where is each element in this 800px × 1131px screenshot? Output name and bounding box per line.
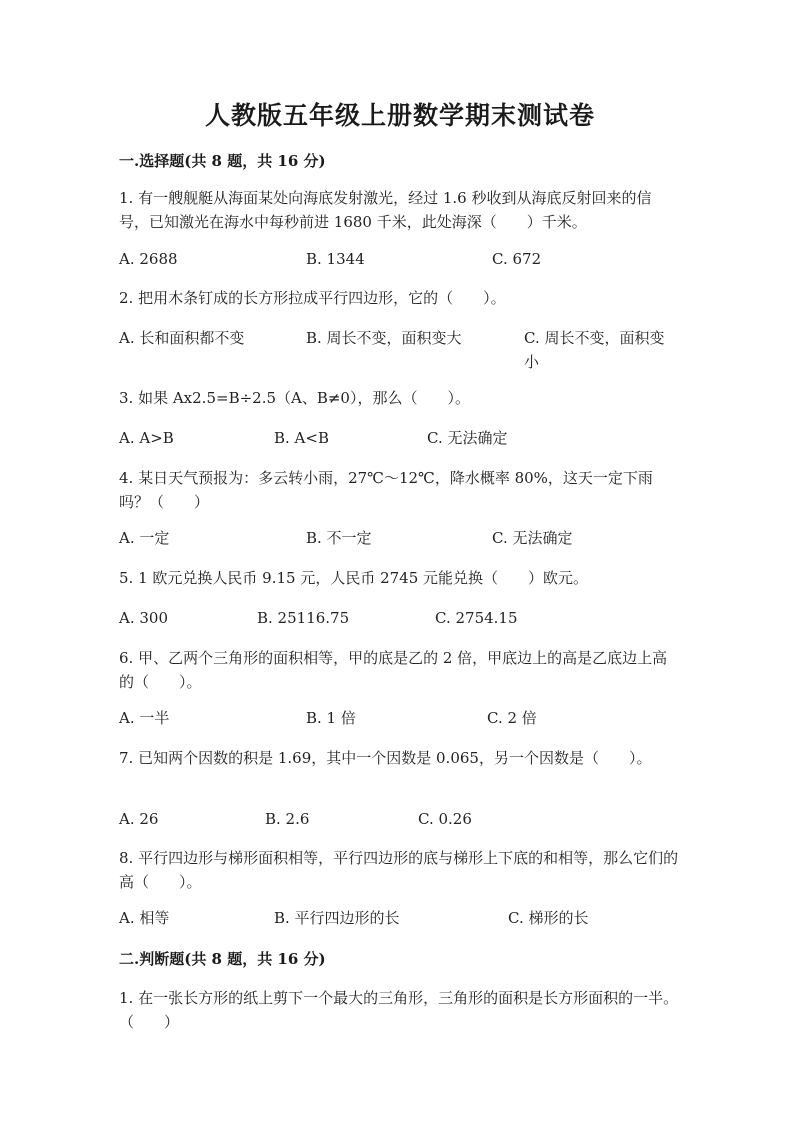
option-a: A. 26 xyxy=(119,810,159,828)
question-5: 5. 1 欧元兑换人民币 9.15 元，人民币 2745 元能兑换（ ）欧元。 xyxy=(119,569,589,587)
question-2: 2. 把用木条钉成的长方形拉成平行四边形，它的（ ）。 xyxy=(119,289,506,307)
question-1-options xyxy=(119,247,719,271)
question-7: 7. 已知两个因数的积是 1.69，其中一个因数是 0.065，另一个因数是（ ）。 xyxy=(119,749,652,767)
question-6-options xyxy=(119,706,719,730)
option-b: B. 平行四边形的长 xyxy=(274,909,400,927)
question-1: 1. 有一艘舰艇从海面某处向海底发射激光，经过 1.6 秒收到从海底反射回来的信号，已知激光在海水中每秒前进 1680 千米，此处海深（ ）千米。 xyxy=(119,189,652,231)
option-a: A. 长和面积都不变 xyxy=(119,329,245,347)
option-c: C. 无法确定 xyxy=(492,529,573,547)
question-4: 4. 某日天气预报为：多云转小雨，27℃～12℃，降水概率 80%，这天一定下雨吗？（ ） xyxy=(119,469,653,511)
judgment-1: 1. 在一张长方形的纸上剪下一个最大的三角形，三角形的面积是长方形面积的一半。（ ） xyxy=(119,989,679,1031)
question-5-options xyxy=(119,606,719,630)
question-8-options xyxy=(119,906,719,930)
option-c: C. 周长不变，面积变小 xyxy=(524,329,665,371)
option-a: A. A>B xyxy=(119,429,174,447)
option-c: C. 0.26 xyxy=(418,810,472,828)
question-3: 3. 如果 Ax2.5=B÷2.5（A、B≠0），那么（ ）。 xyxy=(119,389,470,407)
option-c: C. 672 xyxy=(492,250,542,268)
question-3-options xyxy=(119,426,719,450)
option-b: B. 25116.75 xyxy=(257,609,350,627)
option-a: A. 300 xyxy=(119,609,168,627)
option-b: B. 1344 xyxy=(306,250,365,268)
option-c: C. 2 倍 xyxy=(487,709,537,727)
option-a: A. 2688 xyxy=(119,250,178,268)
option-b: B. 不一定 xyxy=(306,529,372,547)
question-6: 6. 甲、乙两个三角形的面积相等，甲的底是乙的 2 倍，甲底边上的高是乙底边上高的（ ）。 xyxy=(119,649,668,691)
option-b: B. A<B xyxy=(274,429,329,447)
question-7-options xyxy=(119,807,719,831)
page-title: 人教版五年级上册数学期末测试卷 xyxy=(204,101,595,130)
option-b: B. 2.6 xyxy=(265,810,310,828)
option-a: A. 一半 xyxy=(119,709,170,727)
question-2-options xyxy=(119,326,719,374)
option-b: B. 周长不变，面积变大 xyxy=(306,329,462,347)
option-c: C. 2754.15 xyxy=(435,609,518,627)
option-a: A. 一定 xyxy=(119,529,170,547)
question-8: 8. 平行四边形与梯形面积相等，平行四边形的底与梯形上下底的和相等，那么它们的高（ ）。 xyxy=(119,849,679,891)
section-header-judgment: 二.判断题(共 8 题，共 16 分) xyxy=(119,950,326,968)
question-4-options xyxy=(119,526,719,550)
section-header-choice: 一.选择题(共 8 题，共 16 分) xyxy=(119,152,326,170)
option-c: C. 无法确定 xyxy=(427,429,508,447)
option-b: B. 1 倍 xyxy=(306,709,356,727)
option-c: C. 梯形的长 xyxy=(508,909,589,927)
option-a: A. 相等 xyxy=(119,909,170,927)
